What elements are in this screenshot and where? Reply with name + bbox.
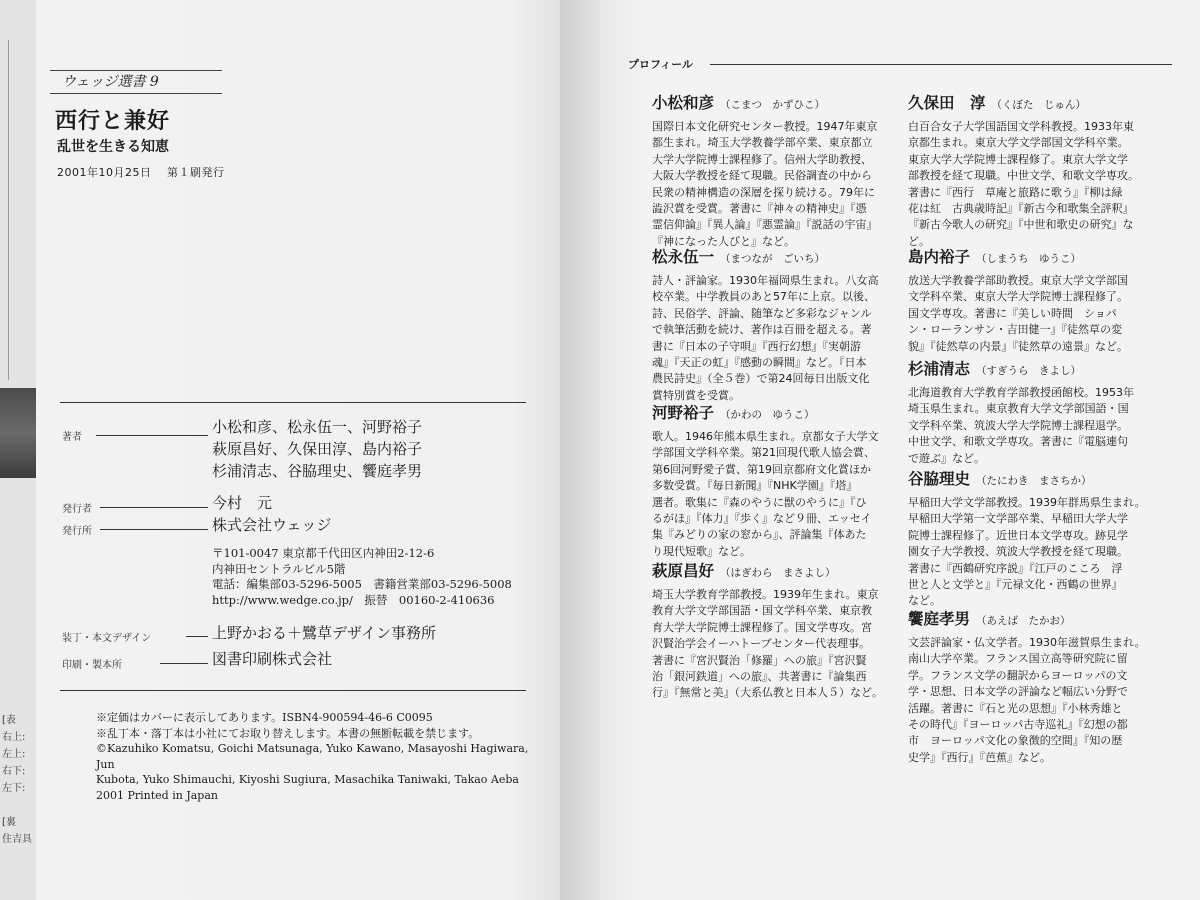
bio-name: 松永伍一 （まつなが ごいち）	[652, 248, 826, 266]
address-line: 内神田セントラルビル5階	[212, 561, 346, 576]
note-line: ©Kazuhiko Komatsu, Goichi Matsunaga, Yuko Kawano, Masayoshi Hagiwara, Jun	[96, 742, 529, 771]
colophon-divider	[60, 690, 526, 691]
bio-reading: （あえば たかお）	[976, 615, 1071, 627]
label-rule	[96, 435, 208, 436]
authors-list	[212, 416, 422, 482]
label-rule	[100, 507, 208, 508]
bio-reading: （すぎうら きよし）	[976, 365, 1082, 377]
side-label: [表	[2, 715, 16, 726]
bio-reading: （しまうち ゆうこ）	[976, 253, 1082, 265]
publisher-address	[212, 546, 512, 608]
printer-label: 印刷・製本所	[62, 660, 122, 671]
profile-heading: プロフィール	[628, 58, 693, 71]
design-credit: 上野かおる＋鷺草デザイン事務所	[212, 624, 436, 642]
bio-name: 饗庭孝男 （あえば たかお）	[908, 610, 1071, 628]
publisher-person: 今村 元	[212, 494, 273, 512]
bio-name: 杉浦清志 （すぎうら きよし）	[908, 360, 1082, 378]
bio-text: 詩人・評論家。1930年福岡県生まれ。八女高 校卒業。中学教員のあと57年に上京。以後、 詩、民俗学、評論、随筆など多彩なジャンル で執筆活動を続け、著作は百冊を超える。著 書に『日本の子守唄』『西行幻想』『実朝游 魂』『天正の虹』『感動の瞬間』など。『日本 農民詩史』（全５巻）で第24回毎日出版文化 賞特別賞を受賞。	[652, 274, 879, 402]
bio-text: 白百合女子大学国語国文学科教授。1933年東 京都生まれ。東京大学文学部国文学科卒業。 東京大学大学院博士課程修了。東京大学文学 部教授を経て現職。中世文学、和歌文学専攻。 著書に『西行 草庵と旅路に歌う』『柳は緑 花は紅 古典歳時記』『新古今和歌集全評釈』 『新古今歌人の研究』『中世和歌史の研究』な ど。	[908, 120, 1139, 248]
address-line: http://www.wedge.co.jp/ 振替 00160-2-410636	[212, 592, 495, 607]
side-label: 右上:	[2, 732, 26, 743]
label-rule	[100, 529, 208, 530]
side-labels	[2, 712, 32, 848]
bio-text: 放送大学教養学部助教授。東京大学文学部国 文学科卒業、東京大学大学院博士課程修了。 国文学専攻。著書に『美しい時間 ショパ ン・ローランサン・吉田健一』『徒然草の変 貌』『徒然草の内景』『徒然草の遠景』など。	[908, 274, 1128, 353]
copyright-notes	[96, 710, 546, 803]
bio-taniwaki	[908, 468, 1158, 610]
bio-aeba	[908, 608, 1158, 766]
side-label: 左下:	[2, 783, 26, 794]
bio-text: 歌人。1946年熊本県生まれ。京都女子大学文 学部国文学科卒業。第21回現代歌人協会賞、 第6回河野愛子賞、第19回京都府文化賞ほか 多数受賞。『毎日新聞』『NHK学園』『塔』 選者。歌集に『森のやうに獣のやうに』『ひ るがほ』『体力』『歩く』など９冊、エッセイ 集『みどりの家の窓から』、評論集『体あた り現代短歌』など。	[652, 430, 879, 558]
book-title: 西行と兼好	[55, 109, 171, 134]
authors-label: 著者	[62, 432, 82, 443]
authors-line: 萩原昌好、久保田淳、島内裕子	[212, 440, 423, 458]
address-line: 〒101-0047 東京都千代田区内神田2-12-6	[212, 546, 435, 560]
bio-kubota	[908, 92, 1158, 250]
bio-text: 文芸評論家・仏文学者。1930年滋賀県生まれ。 南山大学卒業。フランス国立高等研究院に留 学。フランス文学の翻訳からヨーロッパの文 学・思想、日本文学の評論など幅広い分野で 活躍。著書に『石と光の思想』『小林秀雄と その時代』『ヨーロッパ古寺巡礼』『幻想の都 市 ヨーロッパ文化の象徴的空間』『知の歴 史学』『西行』『芭蕉』など。	[908, 636, 1146, 764]
note-line: ※定価はカバーに表示してあります。ISBN4-900594-46-6 C0095	[96, 711, 433, 724]
bio-reading: （たにわき まさちか）	[976, 475, 1092, 487]
bio-reading: （くぼた じゅん）	[991, 99, 1087, 111]
bio-komatsu	[652, 92, 902, 250]
bio-sugiura	[908, 358, 1158, 467]
side-label	[2, 797, 32, 814]
address-line: 電話：編集部03-5296-5005 書籍営業部03-5296-5008	[212, 577, 512, 591]
bio-name: 谷脇理史 （たにわき まさちか）	[908, 470, 1092, 488]
bio-name: 萩原昌好 （はぎわら まさよし）	[652, 562, 836, 580]
label-rule	[186, 636, 208, 637]
authors-line: 杉浦清志、谷脇理史、饗庭孝男	[212, 462, 423, 480]
bio-name: 小松和彦 （こまつ かずひこ）	[652, 94, 826, 112]
bio-reading: （はぎわら まさよし）	[720, 567, 836, 579]
bio-reading: （かわの ゆうこ）	[720, 409, 815, 421]
publisher-label: 発行所	[62, 526, 92, 537]
publisher-person-label: 発行者	[62, 504, 92, 515]
side-label: 左上:	[2, 749, 26, 760]
side-label: 右下:	[2, 766, 26, 777]
side-label: 住吉具	[2, 834, 32, 845]
printer-name: 図書印刷株式会社	[212, 650, 333, 668]
authors-line: 小松和彦、松永伍一、河野裕子	[212, 418, 423, 436]
bio-shimauchi	[908, 246, 1158, 355]
book-subtitle: 乱世を生きる知恵	[57, 139, 169, 155]
bio-name: 久保田 淳 （くぼた じゅん）	[908, 94, 1087, 112]
note-line: 2001 Printed in Japan	[96, 788, 218, 802]
note-line: ※乱丁本・落丁本は小社にてお取り替えします。本書の無断転載を禁じます。	[96, 726, 480, 740]
bio-hagiwara	[652, 560, 902, 702]
note-line: Kubota, Yuko Shimauchi, Kiyoshi Sugiura, Masachika Taniwaki, Takao Aeba	[96, 773, 519, 786]
bio-reading: （まつなが ごいち）	[720, 253, 826, 265]
bio-kawano	[652, 402, 902, 560]
bio-text: 北海道教育大学教育学部教授函館校。1953年 埼玉県生まれ。東京教育大学文学部国語・国 文学科卒業、筑波大学大学院博士課程退学。 中世文学、和歌文学専攻。著書に『電脳連句 で遊ぶ』など。	[908, 386, 1134, 465]
profile-heading-rule	[710, 64, 1172, 65]
bio-matsunaga	[652, 246, 902, 404]
label-rule	[160, 663, 208, 664]
side-label: [裏	[2, 817, 16, 828]
series-label: ウェッジ選書 9	[50, 70, 222, 94]
publication-date: 2001年10月25日 第１刷発行	[57, 166, 225, 179]
bio-reading: （こまつ かずひこ）	[720, 99, 826, 111]
background-line	[8, 40, 9, 380]
bio-text: 早稲田大学文学部教授。1939年群馬県生まれ。 早稲田大学第一文学部卒業、早稲田大学大学 院博士課程修了。近世日本文学専攻。跡見学 園女子大学教授、筑波大学教授を経て現職。 著書に『西鶴研究序説』『江戸のこころ 浮 世と人と文学と』『元禄文化・西鶴の世界』 など。	[908, 496, 1146, 608]
publisher-name: 株式会社ウェッジ	[212, 516, 332, 534]
bio-name: 河野裕子 （かわの ゆうこ）	[652, 404, 815, 422]
design-label: 装丁・本文デザイン	[62, 633, 152, 644]
bio-text: 国際日本文化研究センター教授。1947年東京 都生まれ。埼玉大学教養学部卒業、東京都立 大学大学院博士課程修了。信州大学助教授、 大阪大学教授を経て現職。民俗調査の中から 民衆の精神構造の深層を探り続ける。79年に 澁沢賞を受賞。著書に『神々の精神史』『憑 霊信仰論』『異人論』『悪霊論』『説話の宇宙』 『神になった人びと』など。	[652, 120, 878, 248]
bio-text: 埼玉大学教育学部教授。1939年生まれ。東京 教育大学文学部国語・国文学科卒業、東京教 育大学大学院博士課程修了。国文学専攻。宮 沢賢治学会イーハトーブセンター代表理事。 著書に『宮沢賢治「修羅」への旅』『宮沢賢 治「銀河鉄道」への旅』、共著書に『論集西 行』『無常と美』（大系仏教と日本人５）など。	[652, 588, 883, 700]
colophon-divider	[60, 402, 526, 403]
bio-name: 島内裕子 （しまうち ゆうこ）	[908, 248, 1082, 266]
